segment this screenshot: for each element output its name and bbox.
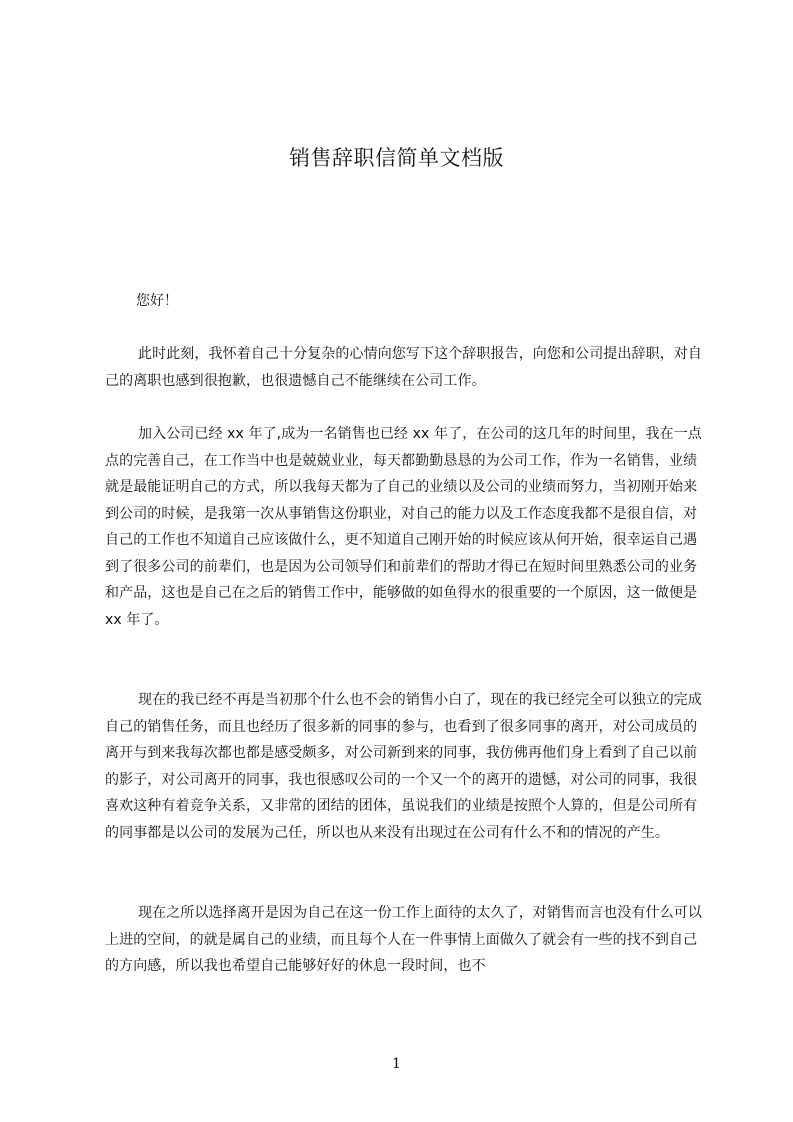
paragraph-4: 现在之所以选择离开是因为自己在这一份工作上面待的太久了，对销售而言也没有什么可以上进的空间，的就是属自己的业绩，而且每个人在一件事情上面做久了就会有一些的找不到自己的方向感，所以我也希望自己能够好好的休息一段时间，也不: [105, 905, 702, 974]
paragraph-2: 加入公司已经 xx 年了,成为一名销售也已经 xx 年了，在公司的这几年的时间里，我在一点点的完善自己，在工作当中也是兢兢业业，每天都勤勤恳恳的为公司工作，作为一名销售，业绩就是最能证明自己的方式，所以我每天都为了自己的业绩以及公司的业绩而努力，当初刚开始来到公司的时候，是我第一次从事销售这份职业，对自己的能力以及工作态度我都不是很自信，对自己的工作也不知道自己应该做什么，更不知道自己刚开始的时候应该从何开始，很幸运自己遇到了很多公司的前辈们，也是因为公司领导们和前辈们的帮助才得已在短时间里熟悉公司的业务和产品，这也是自己在之后的销售工作中，能够做的如鱼得水的很重要的一个原因，这一做便是 xx 年了。: [105, 426, 702, 628]
page-number: 1: [392, 1056, 401, 1072]
greeting: 您好！: [136, 293, 178, 309]
paragraph-3: 现在的我已经不再是当初那个什么也不会的销售小白了，现在的我已经完全可以独立的完成自己的销售任务，而且也经历了很多新的同事的参与，也看到了很多同事的离开，对公司成员的离开与到来我每次都也都是感受颇多，对公司新到来的同事，我仿佛再他们身上看到了自己以前的影子，对公司离开的同事，我也很感叹公司的一个又一个的离开的遗憾，对公司的同事，我很喜欢这种有着竞争关系，又非常的团结的团体，虽说我们的业绩是按照个人算的，但是公司所有的同事都是以公司的发展为己任，所以也从来没有出现过在公司有什么不和的情况的产生。: [105, 692, 702, 841]
paragraph-1: 此时此刻，我怀着自己十分复杂的心情向您写下这个辞职报告，向您和公司提出辞职，对自己的离职也感到很抱歉，也很遗憾自己不能继续在公司工作。: [105, 346, 702, 389]
document-title: 销售辞职信简单文档版: [289, 146, 504, 170]
